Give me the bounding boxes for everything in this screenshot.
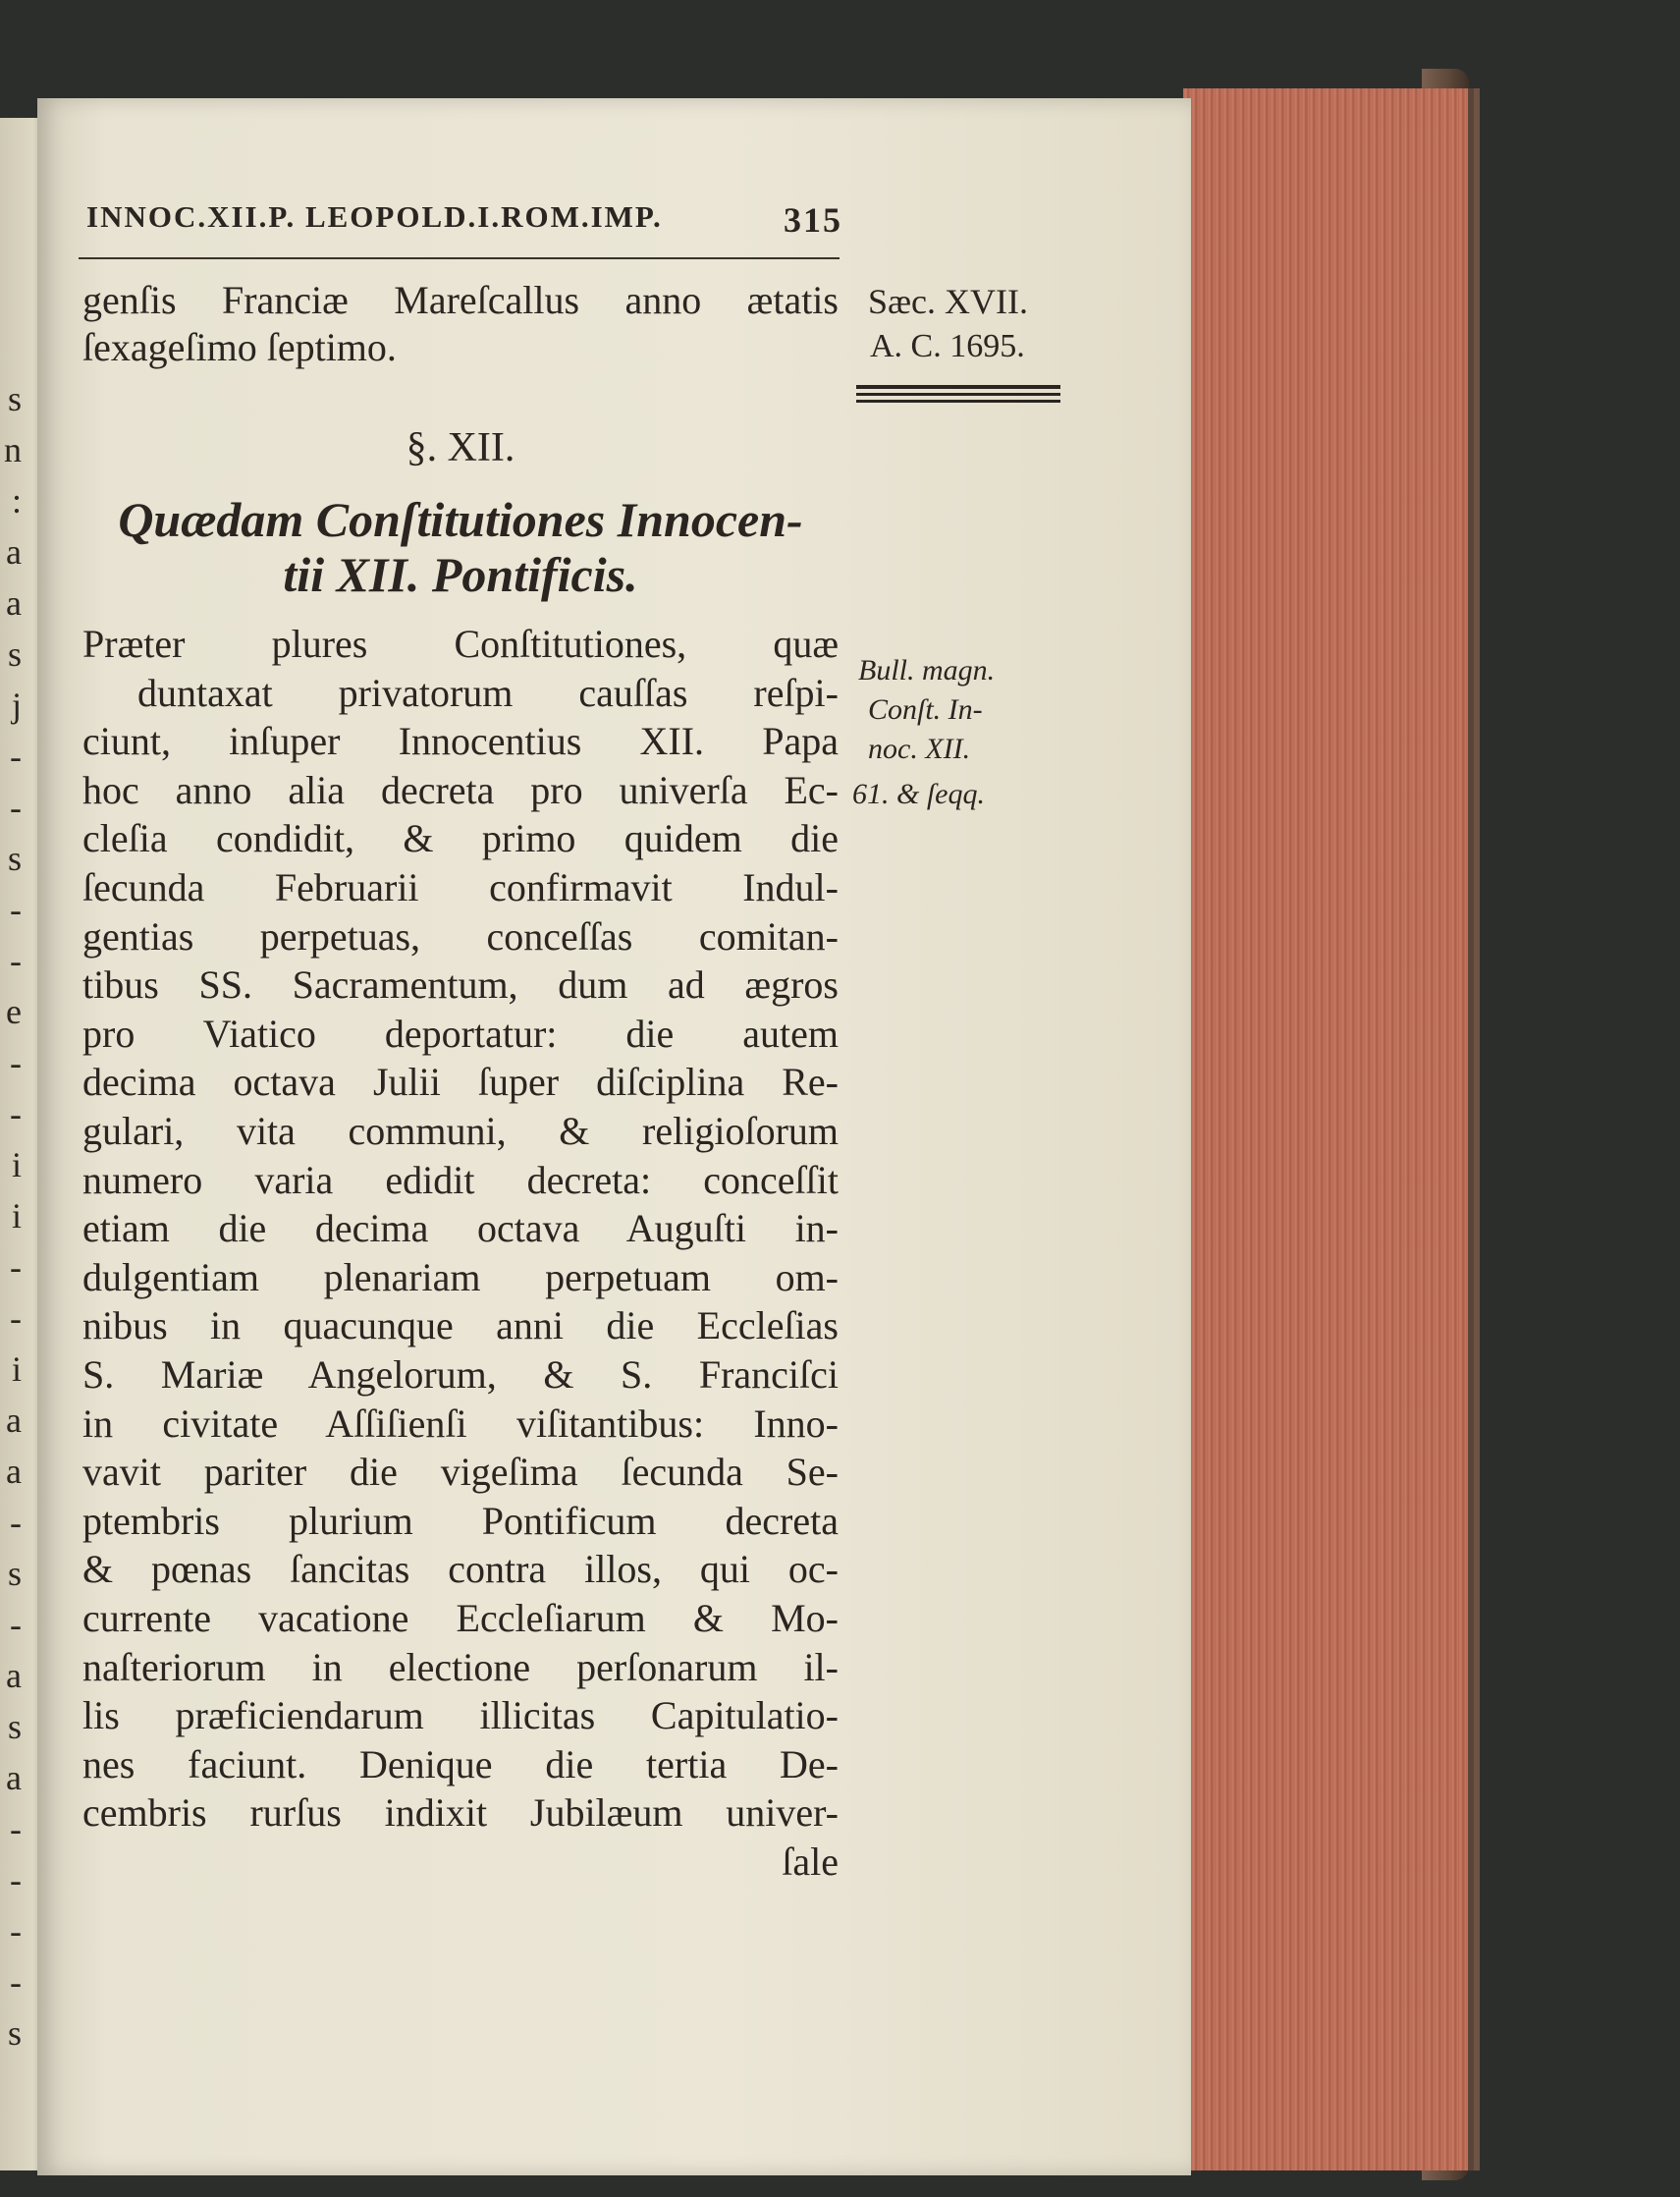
body-line: etiam die decima octava Auguſti in-	[82, 1206, 839, 1251]
body-line: & pœnas ſancitas contra illos, qui oc-	[82, 1547, 839, 1592]
margin-note-line: Bull. magn.	[858, 654, 996, 687]
body-line: duntaxat privatorum cauſſas reſpi-	[137, 670, 839, 715]
body-line: dulgentiam plenariam perpetuam om-	[82, 1254, 839, 1299]
body-line: cembris rurſus indixit Jubilæum univer-	[82, 1790, 839, 1836]
previous-page-letter: a	[6, 532, 22, 572]
body-line: Præter plures Conſtitutiones, quæ	[82, 622, 839, 666]
previous-page-letter: i	[11, 1196, 22, 1236]
previous-page-letter: s	[7, 379, 22, 418]
previous-page-letter: a	[6, 583, 22, 623]
margin-year: A. C. 1695.	[870, 328, 1025, 364]
previous-page-letter: a	[6, 1401, 22, 1440]
body-line: cleſia condidit, & primo quidem die	[82, 816, 839, 861]
body-line: gentias perpetuas, conceſſas comitan-	[82, 913, 839, 959]
previous-page-letter: -	[10, 1911, 22, 1950]
header-rule	[79, 257, 840, 259]
body-line: decima octava Julii ſuper diſciplina Re-	[82, 1060, 839, 1105]
body-line: vavit pariter die vigeſima ſecunda Se-	[82, 1450, 839, 1495]
header-title: INNOC.XII.P. LEOPOLD.I.ROM.IMP.	[86, 199, 663, 234]
page-number: 315	[784, 200, 842, 240]
body-line: nes faciunt. Denique die tertia De-	[82, 1741, 839, 1786]
previous-page-letter: i	[11, 1145, 22, 1184]
previous-page-letter: -	[10, 1094, 22, 1133]
previous-page-letter: -	[10, 941, 22, 980]
margin-rule	[856, 393, 1060, 396]
previous-page-letter: a	[6, 1758, 22, 1797]
body-line: gulari, vita communi, & religioſorum	[82, 1109, 839, 1153]
section-heading-line-2: tii XII. Pontificis.	[283, 547, 638, 602]
margin-century: Sæc. XVII.	[868, 282, 1028, 321]
body-line: lis præficiendarum illicitas Capitulatio-	[82, 1693, 839, 1738]
margin-note-line: Conſt. In-	[868, 693, 983, 726]
intro-line: genſis Franciæ Mareſcallus anno ætatis	[82, 278, 839, 322]
previous-page-letter: a	[6, 1452, 22, 1491]
section-heading-line-1: Quædam Conſtitutiones Innocen-	[118, 492, 803, 547]
previous-page-letter: s	[7, 634, 22, 674]
previous-page-letter: e	[6, 992, 22, 1031]
previous-page-letter: -	[10, 1503, 22, 1542]
previous-page-letter: -	[10, 788, 22, 827]
margin-note-line: noc. XII.	[868, 733, 971, 765]
body-line: pro Viatico deportatur: die autem	[82, 1011, 839, 1056]
section-number: §. XII.	[406, 425, 515, 470]
margin-rule	[856, 400, 1060, 403]
body-line: naſteriorum in electione perſonarum il-	[82, 1644, 839, 1689]
previous-page-letter: -	[10, 1298, 22, 1338]
previous-page-letter: -	[10, 1605, 22, 1644]
previous-page-letter: i	[11, 1349, 22, 1389]
previous-page-letter: -	[10, 890, 22, 929]
previous-page-letter: :	[11, 481, 22, 521]
previous-page-letter: -	[10, 1809, 22, 1848]
previous-page-letter: s	[7, 1554, 22, 1593]
margin-rule	[856, 385, 1060, 389]
margin-note-line: 61. & ſeqq.	[852, 778, 985, 810]
previous-page-letter: s	[7, 1707, 22, 1746]
body-line: hoc anno alia decreta pro univerſa Ec-	[82, 767, 839, 812]
body-line: tibus SS. Sacramentum, dum ad ægros	[82, 962, 839, 1008]
previous-page-letter: -	[10, 1860, 22, 1899]
body-line: ptembris plurium Pontificum decreta	[82, 1498, 839, 1543]
body-line: ciunt, inſuper Innocentius XII. Papa	[82, 719, 839, 764]
body-line: currente vacatione Eccleſiarum & Mo-	[82, 1596, 839, 1640]
previous-page-letter: j	[11, 686, 22, 725]
previous-page-letter: -	[10, 1962, 22, 2002]
body-line: numero varia edidit decreta: conceſſit	[82, 1157, 839, 1202]
page-block-edge	[1183, 88, 1474, 2170]
body-line: in civitate Aſſiſienſi viſitantibus: Inno-	[82, 1401, 839, 1446]
previous-page-letter: -	[10, 1247, 22, 1287]
body-line: S. Mariæ Angelorum, & S. Franciſci	[82, 1352, 839, 1397]
previous-page-letters	[0, 373, 22, 2059]
previous-page-letter: s	[7, 2013, 22, 2053]
body-line: ſecunda Februarii confirmavit Indul-	[82, 865, 839, 909]
intro-line: ſexageſimo ſeptimo.	[82, 325, 397, 369]
body-line: nibus in quacunque anni die Eccleſias	[82, 1303, 839, 1348]
body-line: ſale	[782, 1840, 839, 1884]
previous-page-letter: n	[4, 430, 22, 469]
running-header	[86, 199, 842, 241]
previous-page-letter: s	[7, 839, 22, 878]
previous-page-letter: a	[6, 1656, 22, 1695]
previous-page-letter: -	[10, 737, 22, 776]
previous-page-letter: -	[10, 1043, 22, 1082]
